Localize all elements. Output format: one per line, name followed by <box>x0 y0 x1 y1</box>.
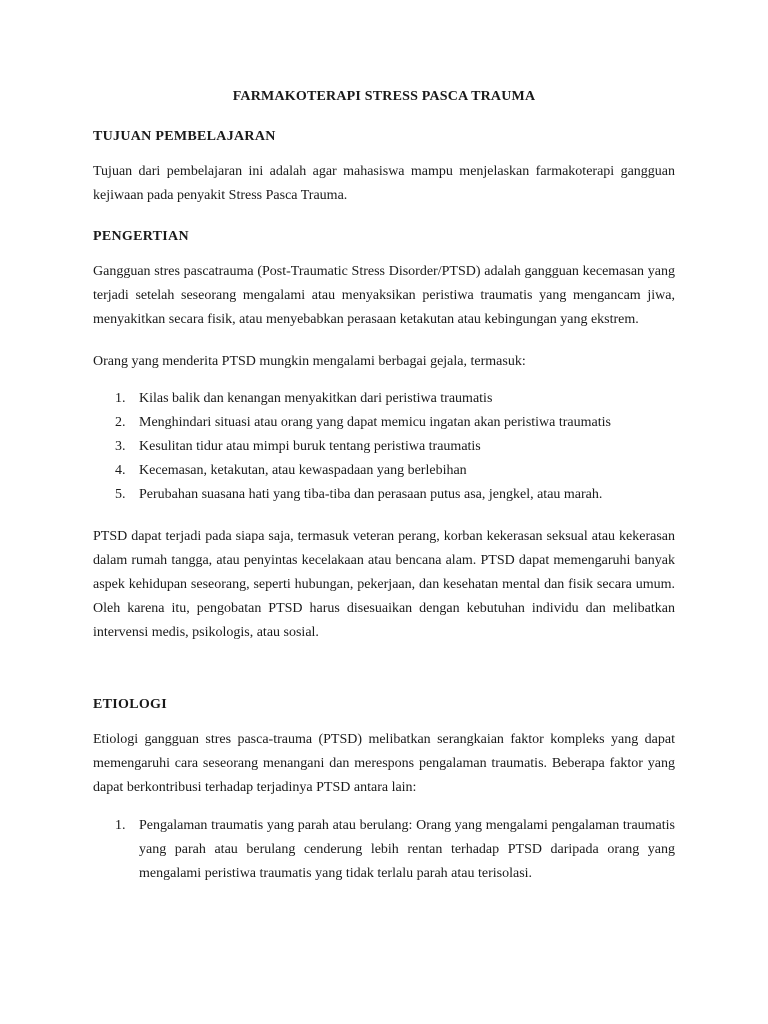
heading-tujuan: TUJUAN PEMBELAJARAN <box>93 129 276 144</box>
list-number: 5. <box>115 487 126 502</box>
list-number: 1. <box>115 391 126 406</box>
heading-pengertian: PENGERTIAN <box>93 229 189 244</box>
list-item <box>93 483 675 507</box>
list-item <box>93 411 675 435</box>
paragraph-etiologi: Etiologi gangguan stres pasca-trauma (PTSD) melibatkan serangkaian faktor kompleks yang dapat memengaruhi cara seseorang menangani dan merespons pengalaman traumatis. Beberapa faktor yang dapat berkontribusi terhadap terjadinya PTSD antara lain: <box>93 732 675 795</box>
list-number: 3. <box>115 439 126 454</box>
list-item <box>93 814 675 886</box>
document-body <box>93 87 675 886</box>
list-item-text: Perubahan suasana hati yang tiba-tiba dan perasaan putus asa, jengkel, atau marah. <box>139 487 603 502</box>
list-number: 2. <box>115 415 126 430</box>
list-item <box>93 387 675 411</box>
paragraph-pengertian-2: Orang yang menderita PTSD mungkin mengalami berbagai gejala, termasuk: <box>93 354 526 369</box>
list-item-text: Kecemasan, ketakutan, atau kewaspadaan yang berlebihan <box>139 463 467 478</box>
list-number: 1. <box>115 818 126 833</box>
paragraph-pengertian-1: Gangguan stres pascatrauma (Post-Traumatic Stress Disorder/PTSD) adalah gangguan kecemasan yang terjadi setelah seseorang mengalami atau menyaksikan peristiwa traumatis yang mengancam jiwa, menyakitkan secara fisik, atau menyebabkan perasaan ketakutan atau kebingungan yang ekstrem. <box>93 264 675 327</box>
paragraph-pengertian-3: PTSD dapat terjadi pada siapa saja, termasuk veteran perang, korban kekerasan seksual atau kekerasan dalam rumah tangga, atau penyintas kecelakaan atau bencana alam. PTSD dapat memengaruhi banyak aspek kehidupan seseorang, seperti hubungan, pekerjaan, dan kesehatan mental dan fisik secara umum. Oleh karena itu, pengobatan PTSD harus disesuaikan dengan kebutuhan individu dan melibatkan intervensi medis, psikologis, atau sosial. <box>93 529 675 640</box>
list-item-text: Pengalaman traumatis yang parah atau berulang: Orang yang mengalami pengalaman traumatis yang parah atau berulang cenderung lebih rentan terhadap PTSD daripada orang yang mengalami peristiwa traumatis yang tidak terlalu parah atau terisolasi. <box>139 818 675 881</box>
list-item <box>93 435 675 459</box>
paragraph-tujuan: Tujuan dari pembelajaran ini adalah agar mahasiswa mampu menjelaskan farmakoterapi gangguan kejiwaan pada penyakit Stress Pasca Trauma. <box>93 164 675 203</box>
list-item-text: Kesulitan tidur atau mimpi buruk tentang peristiwa traumatis <box>139 439 481 454</box>
heading-etiologi: ETIOLOGI <box>93 697 167 712</box>
list-item-text: Kilas balik dan kenangan menyakitkan dari peristiwa traumatis <box>139 391 493 406</box>
list-item-text: Menghindari situasi atau orang yang dapat memicu ingatan akan peristiwa traumatis <box>139 415 611 430</box>
list-number: 4. <box>115 463 126 478</box>
etiology-list <box>93 814 675 886</box>
document-title: FARMAKOTERAPI STRESS PASCA TRAUMA <box>232 89 536 104</box>
symptom-list <box>93 387 675 507</box>
list-item <box>93 459 675 483</box>
